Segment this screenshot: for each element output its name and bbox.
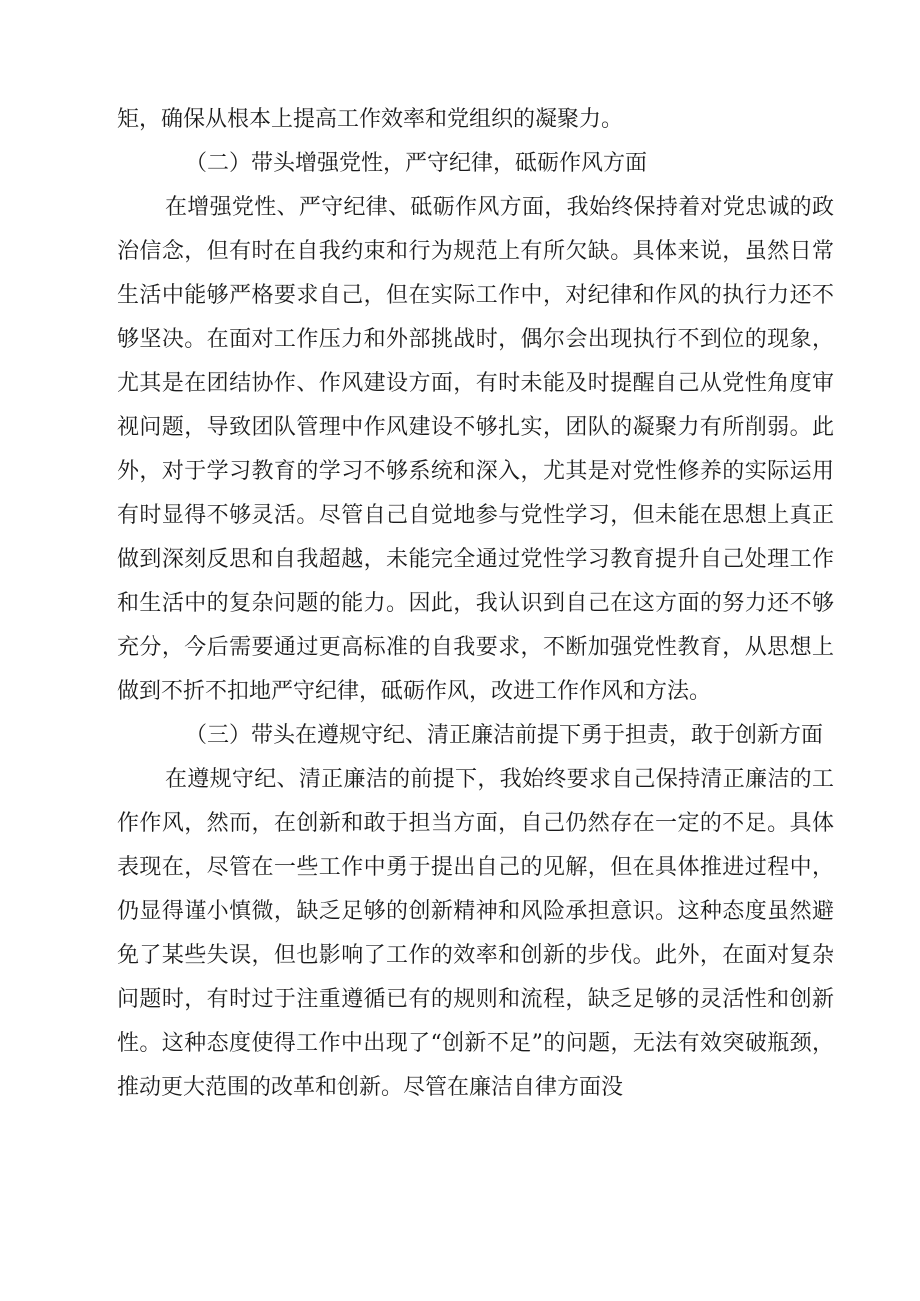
paragraph-party-spirit: 在增强党性、严守纪律、砥砺作风方面，我始终保持着对党忠诚的政治信念，但有时在自我约束和行为规范上有所欠缺。具体来说，虽然日常生活中能够严格要求自己，但在实际工作中，对纪律和作风的执行力还不够坚决。在面对工作压力和外部挑战时，偶尔会出现执行不到位的现象，尤其是在团结协作、作风建设方面，有时未能及时提醒自己从党性角度审视问题，导致团队管理中作风建设不够扎实，团队的凝聚力有所削弱。此外，对于学习教育的学习不够系统和深入，尤其是对党性修养的实际运用有时显得不够灵活。尽管自己自觉地参与党性学习，但未能在思想上真正做到深刻反思和自我超越，未能完全通过党性学习教育提升自己处理工作和生活中的复杂问题的能力。因此，我认识到自己在这方面的努力还不够充分，今后需要通过更高标准的自我要求，不断加强党性教育，从思想上做到不折不扣地严守纪律，砥砺作风，改进工作作风和方法。: [117, 195, 834, 704]
section-heading-3: （三）带头在遵规守纪、清正廉洁前提下勇于担责，敢于创新方面: [185, 723, 824, 748]
paragraph-continuation: 矩，确保从根本上提高工作效率和党组织的凝聚力。: [117, 107, 624, 132]
paragraph-innovation: 在遵规守纪、清正廉洁的前提下，我始终要求自己保持清正廉洁的工作作风，然而，在创新和敢于担当方面，自己仍然存在一定的不足。具体表现在，尽管在一些工作中勇于提出自己的见解，但在具体推进过程中，仍显得谨小慎微，缺乏足够的创新精神和风险承担意识。这种态度虽然避免了某些失误，但也影响了工作的效率和创新的步伐。此外，在面对复杂问题时，有时过于注重遵循已有的规则和流程，缺乏足够的灵活性和创新性。这种态度使得工作中出现了“创新不足”的问题，无法有效突破瓶颈，推动更大范围的改革和创新。尽管在廉洁自律方面没: [117, 767, 834, 1100]
document-body: [117, 98, 834, 1110]
section-heading-2: （二）带头增强党性，严守纪律，砥砺作风方面: [185, 151, 648, 176]
